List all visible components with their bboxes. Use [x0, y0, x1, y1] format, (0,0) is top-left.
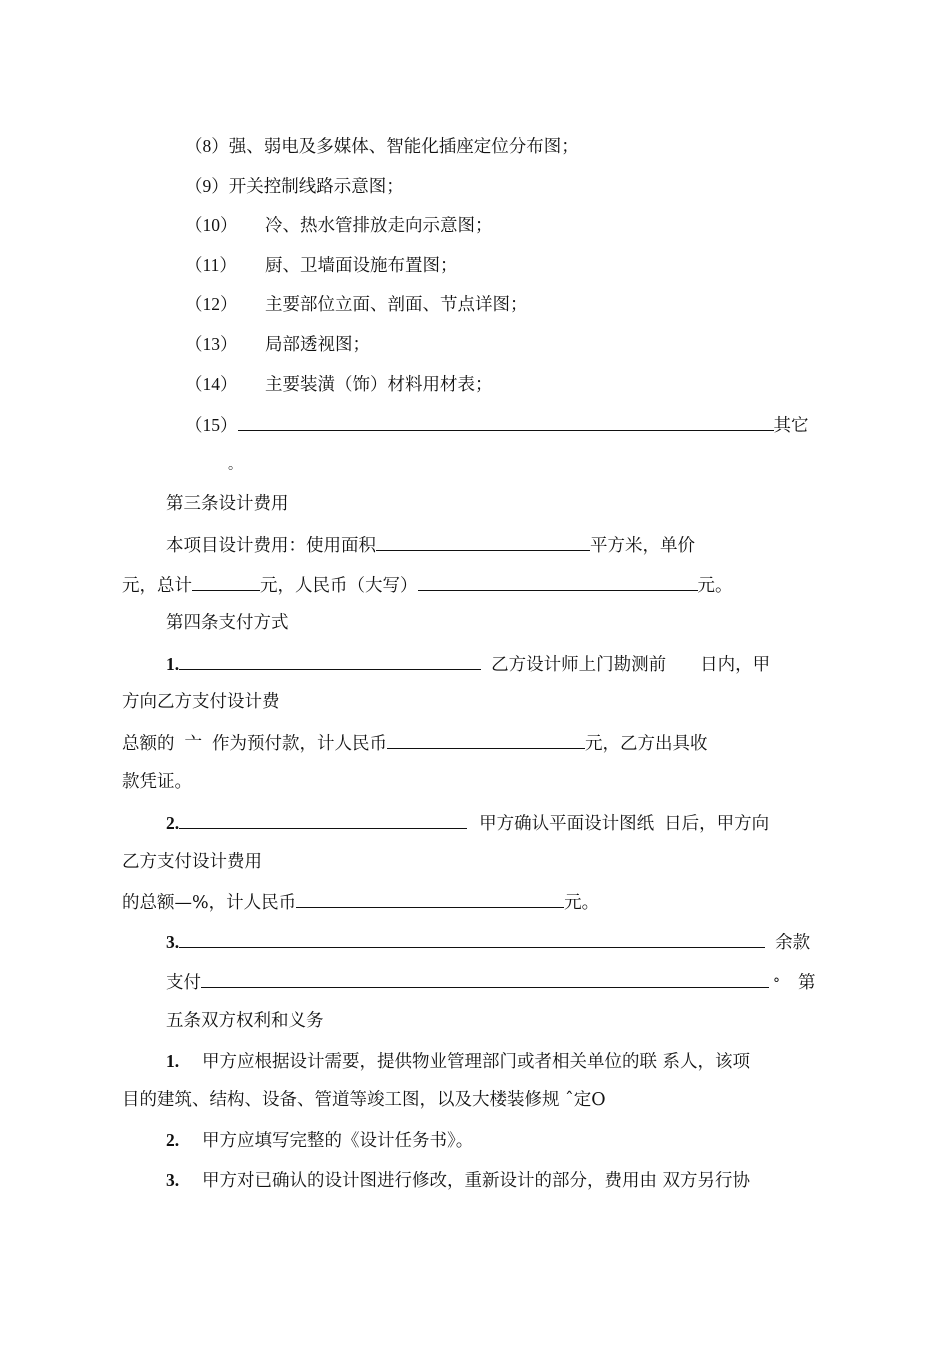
art3-line-1	[166, 532, 695, 558]
item-number: （11）	[185, 255, 237, 275]
list-item-11	[185, 253, 458, 278]
art4-p1-line-3	[122, 730, 708, 756]
item-text: 局部透视图；	[265, 335, 370, 355]
art5-c3-line-1	[166, 1168, 750, 1193]
item-text: 主要部位立面、剖面、节点详图；	[265, 295, 528, 315]
text: 总额的	[122, 734, 175, 754]
art4-p1-line-2: 方向乙方支付设计费	[122, 692, 280, 712]
art4-p2-line-1	[166, 810, 769, 836]
article-5-title: 五条双方权利和义务	[166, 1011, 324, 1031]
advance-blank[interactable]	[387, 730, 585, 749]
item-15-end-mark: 。	[228, 457, 242, 473]
clause-number: 2.	[166, 813, 180, 833]
area-blank[interactable]	[376, 532, 590, 551]
list-item-8	[185, 134, 579, 159]
payment-blank[interactable]	[296, 889, 564, 908]
item-text: 冷、热水管排放走向示意图；	[265, 216, 493, 236]
item-number: （14）	[185, 374, 238, 394]
text: 平方米，单价	[590, 536, 695, 556]
article-4-title: 第四条支付方式	[166, 613, 289, 633]
item-number: （13）	[185, 334, 238, 354]
text: 支付	[166, 973, 201, 993]
art4-p3-line-2	[166, 969, 816, 996]
total-blank[interactable]	[192, 572, 260, 591]
art5-c1-line-2: 目的建筑、结构、设备、管道等竣工图，以及大楼装修规 ˆ定O	[122, 1090, 606, 1110]
item-text: 其它	[773, 416, 809, 436]
fill-blank[interactable]	[179, 929, 765, 948]
text: 日内，甲	[700, 655, 771, 675]
item-text: 厨、卫墙面设施布置图；	[265, 256, 458, 276]
art4-p1-line-1	[166, 651, 770, 677]
list-item-12	[185, 292, 528, 317]
text: 亠	[184, 734, 202, 754]
text: 余款	[775, 933, 811, 953]
art5-c1-line-1	[166, 1049, 750, 1074]
clause-number: 3.	[166, 1170, 180, 1190]
list-item-14	[185, 372, 493, 397]
text: 本项目设计费用：使用面积	[166, 536, 376, 556]
item-number: （10）	[185, 215, 238, 235]
art5-c2-line-1	[166, 1128, 473, 1153]
text: 元。	[697, 576, 733, 596]
item-number: （12）	[185, 294, 238, 314]
item-text: 主要装潢（饰）材料用材表；	[265, 375, 493, 395]
list-item-9	[185, 174, 404, 199]
art4-p1-line-4: 款凭证。	[122, 772, 192, 792]
clause-number: 3.	[166, 932, 180, 952]
clause-number: 2.	[166, 1130, 180, 1150]
item-text: 开关控制线路示意图；	[228, 177, 404, 197]
rmb-blank[interactable]	[418, 572, 698, 591]
text: 甲方确认平面设计图纸	[479, 814, 655, 834]
text: 的总额—%，计人民币	[122, 893, 297, 913]
clause-number: 1.	[166, 1051, 180, 1071]
text: 元。	[564, 893, 600, 913]
text: 日后，甲方向	[664, 814, 770, 834]
art4-p3-line-1	[166, 929, 810, 955]
art4-p2-line-3	[122, 889, 599, 915]
item-number: （9）	[185, 176, 229, 196]
text: 元，乙方出具收	[585, 734, 708, 754]
art3-line-2	[122, 572, 733, 598]
art4-p2-line-2: 乙方支付设计费用	[122, 852, 262, 872]
item-text: 强、弱电及多媒体、智能化插座定位分布图；	[228, 137, 579, 157]
clause-number: 1.	[166, 654, 180, 674]
list-item-10	[185, 213, 493, 238]
item-number: （8）	[185, 136, 229, 156]
list-item-15	[185, 412, 809, 438]
text: 元，总计	[122, 576, 192, 596]
fill-blank[interactable]	[238, 412, 774, 431]
item-number: （15）	[185, 415, 238, 435]
text: 作为预付款，计人民币	[212, 734, 387, 754]
balance-blank[interactable]	[201, 969, 769, 988]
list-item-13	[185, 332, 370, 357]
text: 第	[798, 973, 816, 993]
article-3-title: 第三条设计费用	[166, 494, 289, 514]
text: 甲方应填写完整的《设计任务书》。	[202, 1131, 474, 1151]
text: 乙方设计师上门勘测前	[491, 655, 667, 675]
text: 甲方应根据设计需要，提供物业管理部门或者相关单位的联 系人，该项	[202, 1052, 751, 1072]
fill-blank[interactable]	[179, 651, 481, 670]
fill-blank[interactable]	[179, 810, 467, 829]
text: °	[773, 976, 780, 992]
text: 元，人民币（大写）	[260, 576, 418, 596]
text: 甲方对已确认的设计图进行修改，重新设计的部分，费用由 双方另行协	[202, 1171, 751, 1191]
